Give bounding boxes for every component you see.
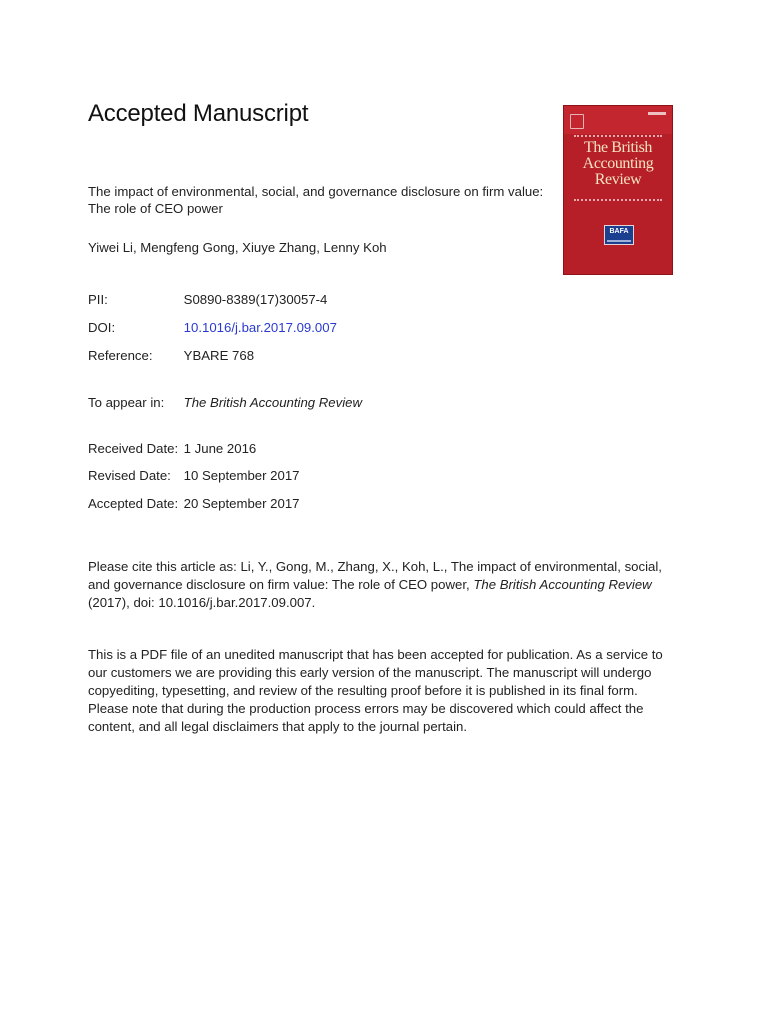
- bafa-logo-text: BAFA: [609, 228, 629, 235]
- reference-row: [88, 348, 254, 363]
- journal-name: The British Accounting Review: [183, 395, 363, 410]
- revised-row: [88, 468, 300, 483]
- pii-label: PII:: [88, 292, 108, 307]
- appear-row: [88, 395, 362, 410]
- disclaimer-paragraph: This is a PDF file of an unedited manuscript that has been accepted for publication. As a service to our customers we are providing this early version of the manuscript. The manuscript will undergo copyediting, typesetting, and review of the resulting proof before it is published in its final form. Please note that during the production process errors may be discovered which could affect the content, and all legal disclaimers that apply to the journal pertain.: [88, 647, 663, 734]
- reference-value: YBARE 768: [183, 348, 255, 363]
- cover-title: The British Accounting Review: [582, 139, 654, 188]
- cover-divider: [574, 135, 662, 137]
- citation-text: Please cite this article as: Li, Y., Gong, M., Zhang, X., Koh, L., The impact of environmental, social, and governance disclosure on firm value: The role of CEO power,: [88, 559, 662, 592]
- doi-row: [88, 320, 337, 335]
- received-value: 1 June 2016: [183, 441, 257, 456]
- received-label: Received Date:: [88, 441, 179, 456]
- citation-journal: The British Accounting Review: [473, 577, 652, 592]
- received-row: [88, 441, 256, 456]
- cover-divider: [574, 199, 662, 201]
- accepted-label: Accepted Date:: [88, 496, 179, 511]
- journal-cover-image: [564, 106, 672, 274]
- citation-paragraph: [88, 558, 678, 612]
- article-title: The impact of environmental, social, and governance disclosure on firm value: The role of CEO power: [88, 184, 544, 216]
- bafa-logo: [604, 225, 634, 245]
- doi-link[interactable]: 10.1016/j.bar.2017.09.007: [183, 320, 337, 335]
- accepted-row: [88, 496, 300, 511]
- doi-label: DOI:: [88, 320, 116, 335]
- accepted-value: 20 September 2017: [183, 496, 300, 511]
- page-title: Accepted Manuscript: [88, 100, 309, 127]
- pii-value: S0890-8389(17)30057-4: [183, 292, 328, 307]
- citation-doi: (2017), doi: 10.1016/j.bar.2017.09.007.: [88, 595, 316, 610]
- bafa-logo-underline: [607, 240, 631, 242]
- elsevier-logo-icon: [570, 114, 584, 129]
- pii-row: [88, 292, 327, 307]
- authors: Yiwei Li, Mengfeng Gong, Xiuye Zhang, Lenny Koh: [88, 240, 387, 255]
- cover-issn-mark: [648, 112, 666, 115]
- reference-label: Reference:: [88, 348, 153, 363]
- revised-value: 10 September 2017: [183, 468, 300, 483]
- appear-label: To appear in:: [88, 395, 165, 410]
- revised-label: Revised Date:: [88, 468, 171, 483]
